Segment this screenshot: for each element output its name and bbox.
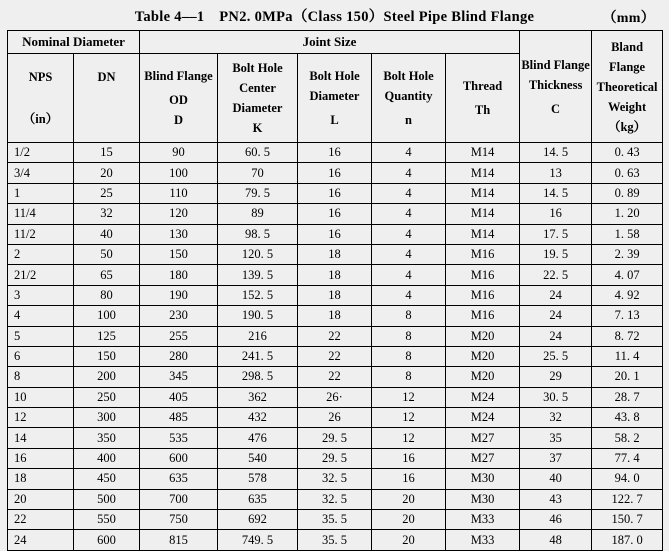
cell-d: 345 <box>140 367 218 387</box>
cell-d: 230 <box>140 306 218 326</box>
cell-c: 22. 5 <box>520 265 592 285</box>
cell-k: 70 <box>218 163 298 183</box>
table-row <box>8 346 663 366</box>
cell-dn: 600 <box>74 530 140 550</box>
cell-k: 749. 5 <box>218 530 298 550</box>
cell-l: 16 <box>298 163 372 183</box>
table-row <box>8 428 663 448</box>
cell-dn: 350 <box>74 428 140 448</box>
cell-d: 535 <box>140 428 218 448</box>
cell-k: 98. 5 <box>218 224 298 244</box>
table-row <box>8 510 663 530</box>
header-bolt-hole-center-diameter <box>218 54 298 143</box>
cell-l: 29. 5 <box>298 428 372 448</box>
cell-dn: 50 <box>74 244 140 264</box>
cell-l: 35. 5 <box>298 510 372 530</box>
cell-w: 0. 43 <box>592 143 663 163</box>
header-blind-flange-thickness <box>520 31 592 143</box>
cell-l: 16 <box>298 224 372 244</box>
header-bhcd-symbol: K <box>252 121 263 135</box>
table-row <box>8 306 663 326</box>
header-thread-label: Thread <box>462 79 503 93</box>
cell-n: 4 <box>372 143 446 163</box>
cell-k: 120. 5 <box>218 244 298 264</box>
cell-w: 150. 7 <box>592 510 663 530</box>
cell-n: 4 <box>372 224 446 244</box>
cell-w: 4. 07 <box>592 265 663 285</box>
cell-k: 79. 5 <box>218 183 298 203</box>
header-thickness-symbol: C <box>551 101 561 116</box>
cell-k: 578 <box>218 469 298 489</box>
cell-l: 35. 5 <box>298 530 372 550</box>
table-row <box>8 163 663 183</box>
cell-dn: 550 <box>74 510 140 530</box>
cell-c: 43 <box>520 489 592 509</box>
cell-w: 8. 72 <box>592 326 663 346</box>
cell-th: M20 <box>446 367 520 387</box>
header-thread-symbol: Th <box>474 103 491 117</box>
header-od-label: OD <box>169 93 188 107</box>
cell-c: 14. 5 <box>520 143 592 163</box>
cell-c: 17. 5 <box>520 224 592 244</box>
header-bhcd-line2: Center <box>239 81 276 95</box>
header-nps-label: NPS <box>28 70 53 84</box>
cell-th: M20 <box>446 326 520 346</box>
cell-d: 100 <box>140 163 218 183</box>
cell-dn: 125 <box>74 326 140 346</box>
cell-n: 8 <box>372 306 446 326</box>
cell-nps: 14 <box>8 428 74 448</box>
cell-k: 540 <box>218 448 298 468</box>
cell-w: 20. 1 <box>592 367 663 387</box>
cell-w: 28. 7 <box>592 387 663 407</box>
cell-dn: 400 <box>74 448 140 468</box>
cell-th: M27 <box>446 448 520 468</box>
cell-th: M24 <box>446 408 520 428</box>
cell-d: 700 <box>140 489 218 509</box>
cell-c: 35 <box>520 428 592 448</box>
cell-l: 18 <box>298 244 372 264</box>
cell-d: 635 <box>140 469 218 489</box>
header-joint-size: Joint Size <box>140 31 520 54</box>
cell-d: 150 <box>140 244 218 264</box>
cell-n: 20 <box>372 489 446 509</box>
cell-nps: 20 <box>8 489 74 509</box>
page-title: Table 4––1 PN2. 0MPa（Class 150）Steel Pipe Blind Flange <box>134 8 535 25</box>
cell-c: 40 <box>520 469 592 489</box>
cell-nps: 3/4 <box>8 163 74 183</box>
cell-dn: 300 <box>74 408 140 428</box>
cell-nps: 21/2 <box>8 265 74 285</box>
cell-l: 18 <box>298 285 372 305</box>
cell-n: 4 <box>372 285 446 305</box>
header-theoretical-weight <box>592 31 663 143</box>
header-bhcd-line1: Bolt Hole <box>232 61 283 75</box>
cell-k: 362 <box>218 387 298 407</box>
cell-d: 255 <box>140 326 218 346</box>
cell-th: M33 <box>446 530 520 550</box>
cell-th: M30 <box>446 469 520 489</box>
header-thickness-line2: Thickness <box>528 77 583 92</box>
header-blind-flange-label: Blind Flange <box>144 69 213 83</box>
cell-n: 4 <box>372 204 446 224</box>
cell-dn: 100 <box>74 306 140 326</box>
table-row <box>8 530 663 550</box>
cell-th: M30 <box>446 489 520 509</box>
cell-l: 32. 5 <box>298 489 372 509</box>
cell-l: 16 <box>298 204 372 224</box>
header-thread <box>446 54 520 143</box>
cell-nps: 24 <box>8 530 74 550</box>
cell-c: 48 <box>520 530 592 550</box>
cell-l: 26 <box>298 408 372 428</box>
cell-dn: 80 <box>74 285 140 305</box>
cell-k: 241. 5 <box>218 346 298 366</box>
cell-l: 18 <box>298 265 372 285</box>
cell-th: M16 <box>446 244 520 264</box>
cell-c: 29 <box>520 367 592 387</box>
table-row <box>8 489 663 509</box>
cell-nps: 10 <box>8 387 74 407</box>
cell-l: 16 <box>298 143 372 163</box>
table-row <box>8 183 663 203</box>
cell-c: 25. 5 <box>520 346 592 366</box>
header-blind-flange-od <box>140 54 218 143</box>
cell-c: 16 <box>520 204 592 224</box>
cell-w: 7. 13 <box>592 306 663 326</box>
cell-d: 90 <box>140 143 218 163</box>
cell-dn: 25 <box>74 183 140 203</box>
cell-nps: 4 <box>8 306 74 326</box>
cell-d: 120 <box>140 204 218 224</box>
cell-l: 26· <box>298 387 372 407</box>
cell-nps: 18 <box>8 469 74 489</box>
cell-c: 13 <box>520 163 592 183</box>
cell-c: 24 <box>520 306 592 326</box>
cell-th: M24 <box>446 387 520 407</box>
cell-c: 24 <box>520 285 592 305</box>
cell-c: 46 <box>520 510 592 530</box>
cell-th: M14 <box>446 204 520 224</box>
cell-d: 190 <box>140 285 218 305</box>
cell-nps: 1 <box>8 183 74 203</box>
cell-c: 30. 5 <box>520 387 592 407</box>
table-row <box>8 367 663 387</box>
header-dn <box>74 54 140 143</box>
cell-k: 190. 5 <box>218 306 298 326</box>
header-weight-line3: Weight <box>607 99 647 114</box>
cell-nps: 1/2 <box>8 143 74 163</box>
cell-k: 216 <box>218 326 298 346</box>
cell-w: 122. 7 <box>592 489 663 509</box>
cell-l: 18 <box>298 306 372 326</box>
cell-k: 635 <box>218 489 298 509</box>
cell-th: M16 <box>446 265 520 285</box>
cell-th: M16 <box>446 306 520 326</box>
cell-w: 2. 39 <box>592 244 663 264</box>
cell-n: 4 <box>372 163 446 183</box>
header-nps-unit: （in） <box>22 112 59 126</box>
cell-d: 180 <box>140 265 218 285</box>
table-row <box>8 224 663 244</box>
cell-th: M33 <box>446 510 520 530</box>
table-title-row <box>0 0 669 30</box>
cell-n: 16 <box>372 448 446 468</box>
cell-n: 12 <box>372 387 446 407</box>
table-body <box>8 143 663 551</box>
table-row <box>8 387 663 407</box>
cell-k: 432 <box>218 408 298 428</box>
header-nominal-diameter: Nominal Diameter <box>8 31 140 54</box>
header-bhq-line2: Quantity <box>384 89 433 103</box>
cell-l: 32. 5 <box>298 469 372 489</box>
cell-nps: 11/2 <box>8 224 74 244</box>
header-bolt-hole-diameter <box>298 54 372 143</box>
cell-w: 43. 8 <box>592 408 663 428</box>
cell-k: 89 <box>218 204 298 224</box>
table-row <box>8 143 663 163</box>
cell-nps: 22 <box>8 510 74 530</box>
cell-n: 16 <box>372 469 446 489</box>
cell-d: 110 <box>140 183 218 203</box>
cell-n: 4 <box>372 183 446 203</box>
cell-d: 815 <box>140 530 218 550</box>
cell-nps: 16 <box>8 448 74 468</box>
cell-nps: 2 <box>8 244 74 264</box>
cell-n: 8 <box>372 326 446 346</box>
cell-l: 22 <box>298 367 372 387</box>
cell-k: 139. 5 <box>218 265 298 285</box>
header-bhcd-line3: Diameter <box>232 101 283 115</box>
cell-nps: 5 <box>8 326 74 346</box>
cell-w: 77. 4 <box>592 448 663 468</box>
header-bhd-symbol: L <box>330 113 339 127</box>
cell-nps: 3 <box>8 285 74 305</box>
cell-th: M14 <box>446 163 520 183</box>
cell-th: M20 <box>446 346 520 366</box>
cell-w: 187. 0 <box>592 530 663 550</box>
table-row <box>8 244 663 264</box>
table-row <box>8 265 663 285</box>
cell-d: 600 <box>140 448 218 468</box>
cell-th: M14 <box>446 183 520 203</box>
header-weight-line2: Theoretical <box>596 79 658 94</box>
header-bhd-line2: Diameter <box>309 89 360 103</box>
cell-n: 4 <box>372 244 446 264</box>
cell-w: 0. 89 <box>592 183 663 203</box>
cell-l: 22 <box>298 326 372 346</box>
cell-th: M14 <box>446 224 520 244</box>
table-row <box>8 448 663 468</box>
cell-th: M14 <box>446 143 520 163</box>
header-bhd-line1: Bolt Hole <box>309 69 360 83</box>
title-unit-note: （mm） <box>602 11 655 26</box>
cell-dn: 32 <box>74 204 140 224</box>
header-thickness-line1: Blind Flange <box>521 57 590 72</box>
header-weight-unit: （kg） <box>607 119 647 134</box>
header-dn-label: DN <box>97 70 116 84</box>
cell-c: 19. 5 <box>520 244 592 264</box>
cell-c: 24 <box>520 326 592 346</box>
cell-n: 20 <box>372 510 446 530</box>
cell-l: 22 <box>298 346 372 366</box>
cell-n: 20 <box>372 530 446 550</box>
header-bhq-line1: Bolt Hole <box>383 69 434 83</box>
cell-n: 8 <box>372 367 446 387</box>
cell-w: 11. 4 <box>592 346 663 366</box>
cell-k: 692 <box>218 510 298 530</box>
header-bolt-hole-quantity <box>372 54 446 143</box>
cell-dn: 250 <box>74 387 140 407</box>
cell-w: 0. 63 <box>592 163 663 183</box>
header-weight-line1: Bland Flange <box>609 39 646 74</box>
cell-th: M27 <box>446 428 520 448</box>
cell-k: 152. 5 <box>218 285 298 305</box>
cell-d: 130 <box>140 224 218 244</box>
table-header <box>8 31 663 143</box>
table-row <box>8 326 663 346</box>
cell-l: 29. 5 <box>298 448 372 468</box>
table-row <box>8 285 663 305</box>
cell-d: 405 <box>140 387 218 407</box>
cell-nps: 6 <box>8 346 74 366</box>
blind-flange-table <box>7 30 663 551</box>
header-od-symbol: D <box>174 113 184 127</box>
cell-th: M16 <box>446 285 520 305</box>
table-row <box>8 204 663 224</box>
cell-k: 60. 5 <box>218 143 298 163</box>
table-row <box>8 408 663 428</box>
cell-d: 485 <box>140 408 218 428</box>
cell-w: 58. 2 <box>592 428 663 448</box>
cell-c: 32 <box>520 408 592 428</box>
cell-l: 16 <box>298 183 372 203</box>
cell-dn: 200 <box>74 367 140 387</box>
cell-c: 37 <box>520 448 592 468</box>
cell-dn: 15 <box>74 143 140 163</box>
cell-w: 94. 0 <box>592 469 663 489</box>
cell-dn: 500 <box>74 489 140 509</box>
cell-nps: 8 <box>8 367 74 387</box>
cell-n: 8 <box>372 346 446 366</box>
cell-k: 476 <box>218 428 298 448</box>
cell-d: 280 <box>140 346 218 366</box>
cell-n: 4 <box>372 265 446 285</box>
cell-w: 1. 58 <box>592 224 663 244</box>
table-row <box>8 469 663 489</box>
cell-w: 4. 92 <box>592 285 663 305</box>
cell-n: 12 <box>372 428 446 448</box>
cell-dn: 450 <box>74 469 140 489</box>
header-row-group <box>8 31 663 54</box>
cell-w: 1. 20 <box>592 204 663 224</box>
header-nps <box>8 54 74 143</box>
cell-dn: 150 <box>74 346 140 366</box>
cell-nps: 11/4 <box>8 204 74 224</box>
cell-dn: 40 <box>74 224 140 244</box>
cell-n: 12 <box>372 408 446 428</box>
header-bhq-symbol: n <box>405 113 412 127</box>
cell-dn: 65 <box>74 265 140 285</box>
cell-nps: 12 <box>8 408 74 428</box>
cell-k: 298. 5 <box>218 367 298 387</box>
cell-dn: 20 <box>74 163 140 183</box>
cell-d: 750 <box>140 510 218 530</box>
cell-c: 14. 5 <box>520 183 592 203</box>
